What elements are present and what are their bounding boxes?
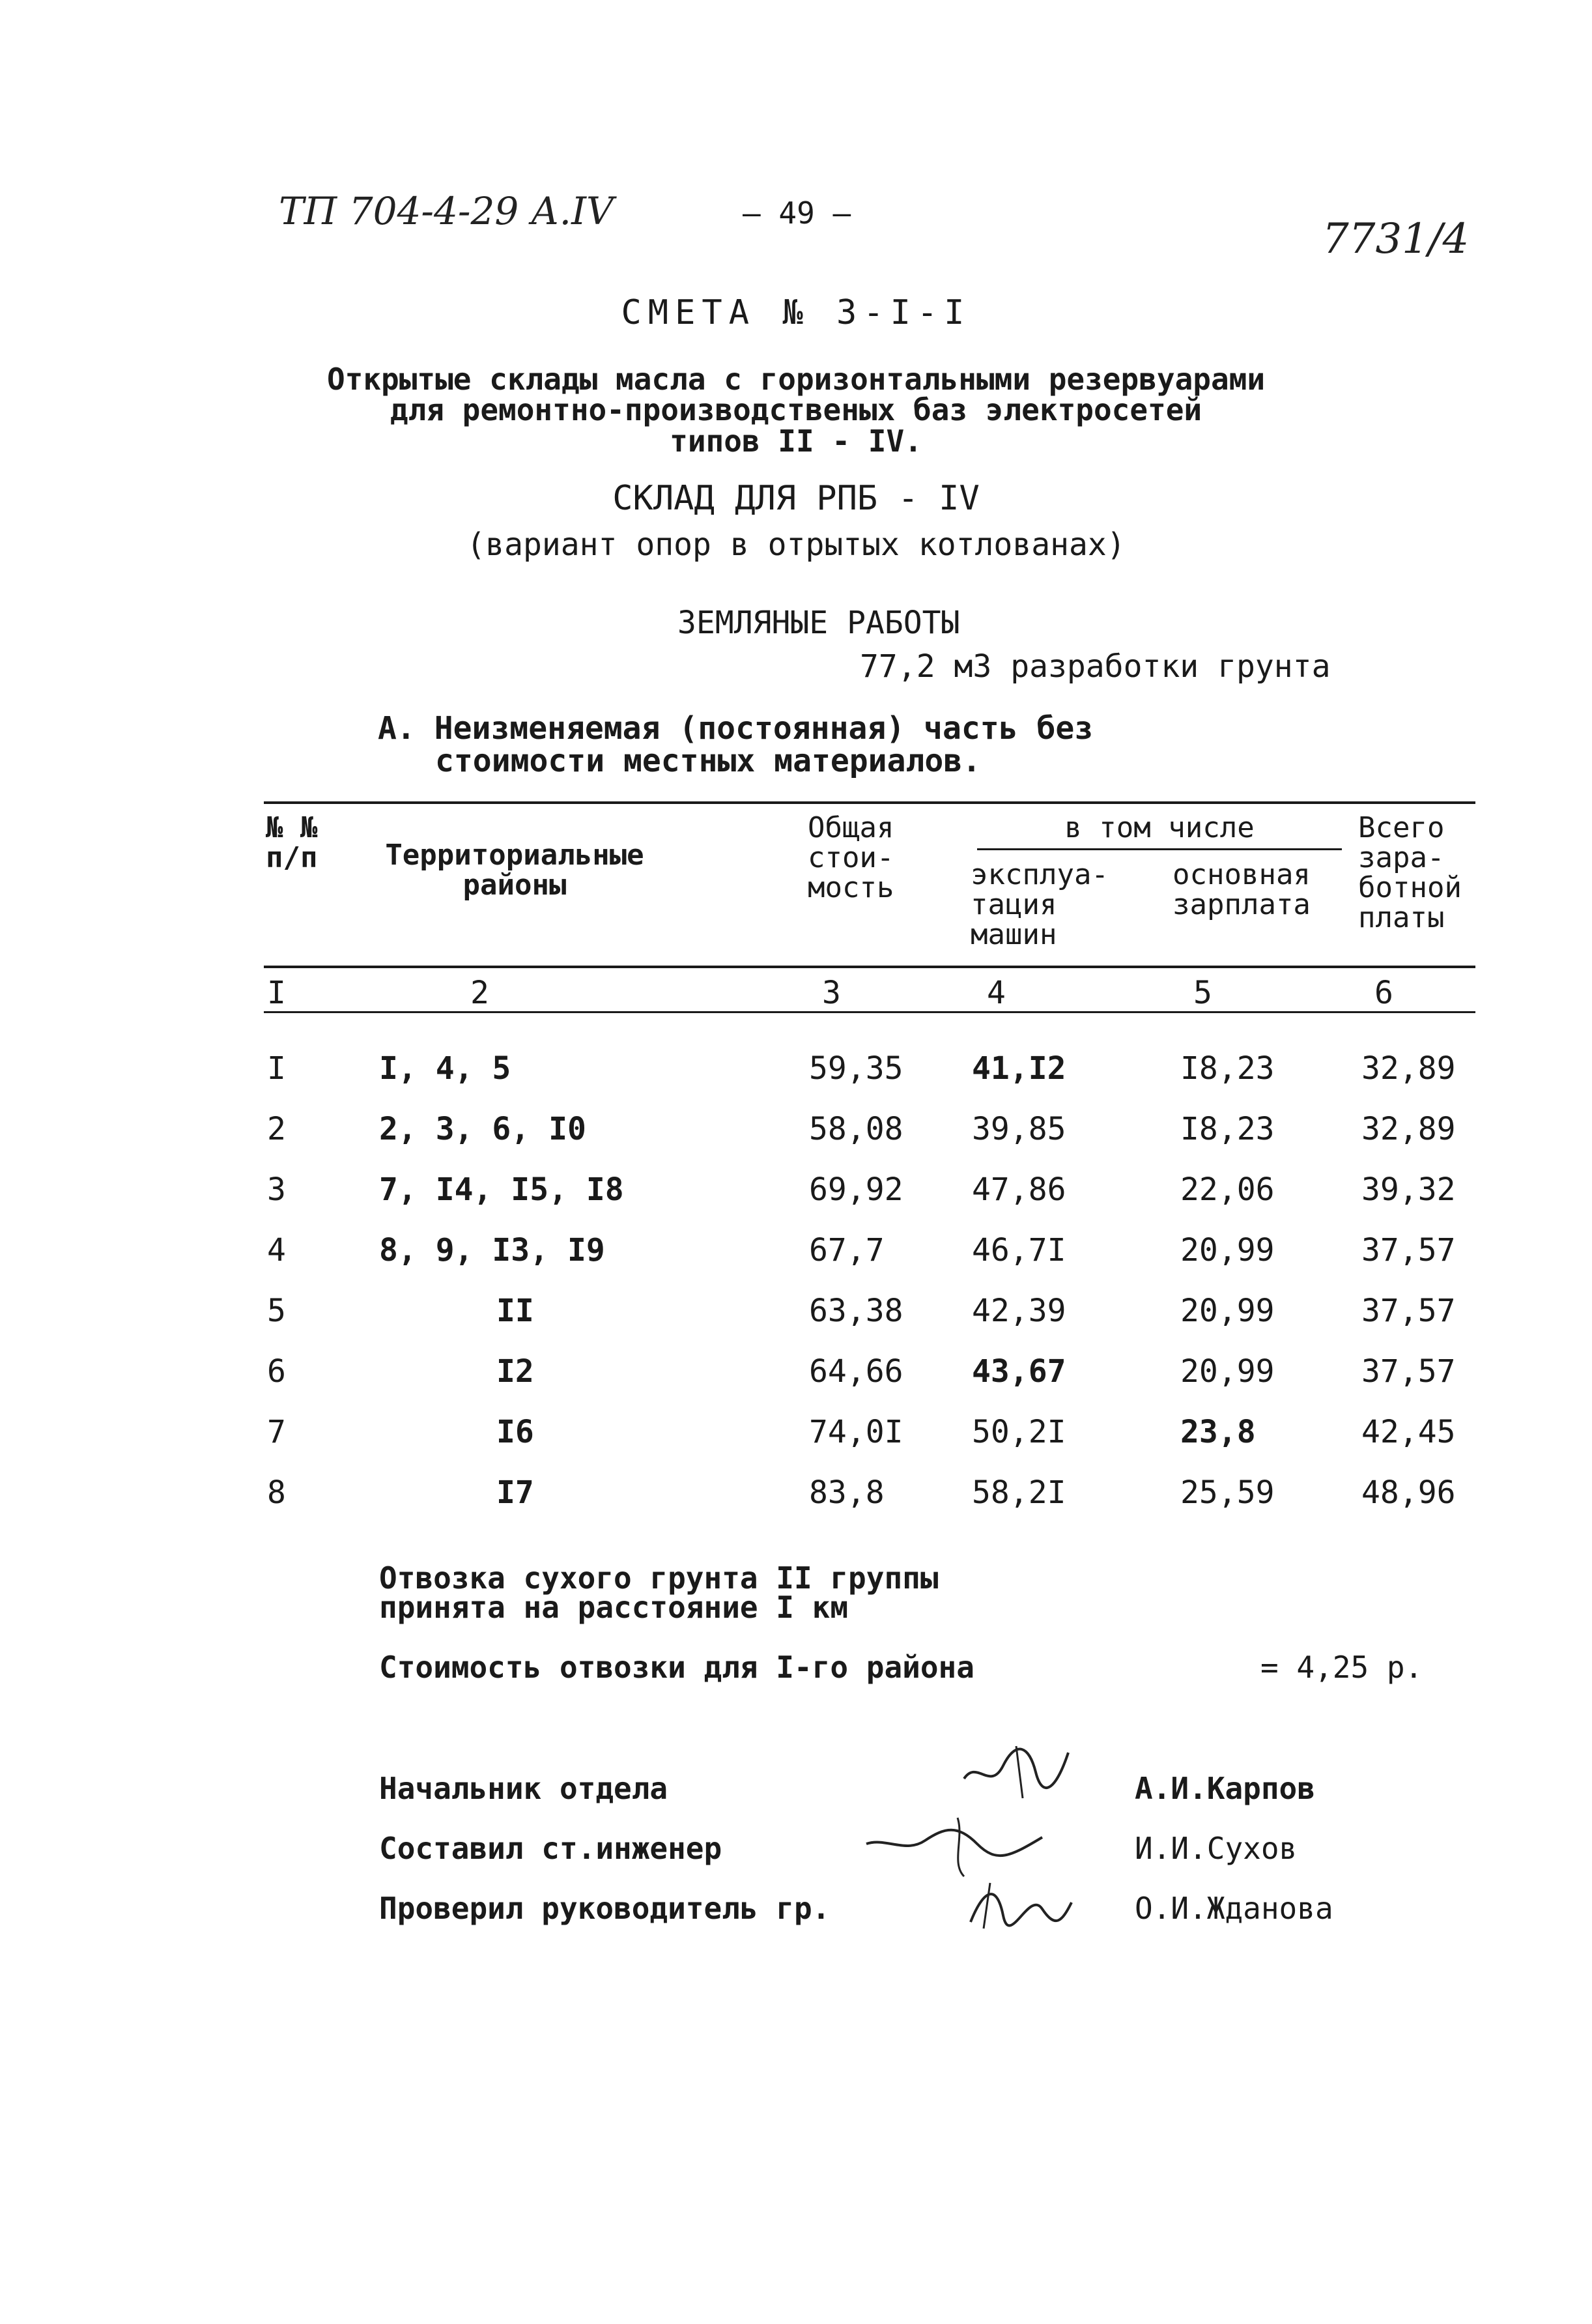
row-machines: 42,39 xyxy=(972,1293,1066,1329)
signature-role: Проверил руководитель гр. xyxy=(379,1891,831,1926)
including-underline xyxy=(977,848,1342,850)
signature-name: А.И.Карпов xyxy=(1135,1771,1315,1806)
handwritten-signature-1 xyxy=(958,1733,1075,1811)
row-regions: 2, 3, 6, I0 xyxy=(379,1111,586,1147)
handwritten-signature-3 xyxy=(964,1863,1075,1935)
row-total: 74,0I xyxy=(809,1414,903,1450)
row-total: 69,92 xyxy=(809,1171,903,1208)
row-wages: 48,96 xyxy=(1361,1474,1456,1511)
subtitle-line-2: для ремонтно-производственых баз электросетей xyxy=(390,392,1202,427)
header-total-wages: Всего зара- ботной платы xyxy=(1358,811,1462,934)
row-total: 64,66 xyxy=(809,1353,903,1390)
row-wages: 32,89 xyxy=(1361,1050,1456,1087)
row-wages: 39,32 xyxy=(1361,1171,1456,1208)
part-a-line-2: стоимости местных материалов. xyxy=(435,743,982,779)
row-regions: II xyxy=(496,1293,534,1329)
transport-cost-label: Стоимость отвозки для I-го района xyxy=(379,1650,974,1685)
subtitle-line-1: Открытые склады масла с горизонтальными резервуарами xyxy=(326,362,1266,397)
row-machines: 39,85 xyxy=(972,1111,1066,1147)
transport-line-2: принята на расстояние I км xyxy=(379,1590,849,1625)
row-total: 83,8 xyxy=(809,1474,885,1511)
signature-role: Начальник отдела xyxy=(379,1771,668,1806)
part-a-line-1: А. Неизменяемая (постоянная) часть без xyxy=(378,710,1094,747)
transport-cost-value: = 4,25 р. xyxy=(1260,1650,1423,1685)
page-number: — 49 — xyxy=(743,195,851,231)
row-total: 58,08 xyxy=(809,1111,903,1147)
row-machines: 58,2I xyxy=(972,1474,1066,1511)
row-salary: 20,99 xyxy=(1180,1232,1275,1269)
row-regions: I, 4, 5 xyxy=(379,1050,511,1087)
document-code: ТП 704-4-29 А.IV xyxy=(279,189,614,233)
row-regions: I7 xyxy=(496,1474,534,1511)
row-wages: 37,57 xyxy=(1361,1353,1456,1390)
variant-note: (вариант опор в отрытых котлованах) xyxy=(466,526,1126,563)
row-number: 6 xyxy=(267,1353,286,1390)
row-number: 4 xyxy=(267,1232,286,1269)
work-volume: 77,2 м3 разработки грунта xyxy=(860,648,1331,685)
row-regions: 8, 9, I3, I9 xyxy=(379,1232,605,1269)
colnum-5: 5 xyxy=(1193,975,1212,1011)
signature-role: Составил ст.инженер xyxy=(379,1831,722,1866)
row-number: 8 xyxy=(267,1474,286,1511)
colnum-6: 6 xyxy=(1374,975,1393,1011)
signature-name: О.И.Жданова xyxy=(1135,1891,1333,1926)
colnum-2: 2 xyxy=(470,975,489,1011)
signature-name: И.И.Сухов xyxy=(1135,1831,1298,1866)
row-wages: 37,57 xyxy=(1361,1293,1456,1329)
row-salary: I8,23 xyxy=(1180,1050,1275,1087)
row-salary: I8,23 xyxy=(1180,1111,1275,1147)
row-total: 63,38 xyxy=(809,1293,903,1329)
subtitle-line-3: типов II - IV. xyxy=(670,423,922,459)
row-salary: 25,59 xyxy=(1180,1474,1275,1511)
row-machines: 47,86 xyxy=(972,1171,1066,1208)
row-wages: 32,89 xyxy=(1361,1111,1456,1147)
colnum-4: 4 xyxy=(987,975,1006,1011)
estimate-title: СМЕТА № 3-I-I xyxy=(621,293,971,332)
row-salary: 20,99 xyxy=(1180,1353,1275,1390)
row-machines: 41,I2 xyxy=(972,1050,1066,1087)
row-machines: 46,7I xyxy=(972,1232,1066,1269)
header-salary: основная зарплата xyxy=(1173,858,1311,921)
header-machines: эксплуа- тация машин xyxy=(971,858,1109,951)
row-number: 7 xyxy=(267,1414,286,1450)
row-total: 59,35 xyxy=(809,1050,903,1087)
colnum-bottom-rule xyxy=(264,1011,1475,1013)
row-salary: 20,99 xyxy=(1180,1293,1275,1329)
row-regions: I2 xyxy=(496,1353,534,1390)
row-regions: I6 xyxy=(496,1414,534,1450)
section-title: ЗЕМЛЯНЫЕ РАБОТЫ xyxy=(677,605,960,641)
row-number: I xyxy=(267,1050,286,1087)
table-top-rule xyxy=(264,801,1475,804)
row-number: 5 xyxy=(267,1293,286,1329)
colnum-1: I xyxy=(267,975,286,1011)
header-num: № № п/п xyxy=(266,811,318,874)
header-bottom-rule xyxy=(264,966,1475,968)
row-number: 2 xyxy=(267,1111,286,1147)
row-machines: 50,2I xyxy=(972,1414,1066,1450)
header-total-cost: Общая стои- мость xyxy=(808,811,894,904)
header-regions: Территориальные районы xyxy=(385,839,644,902)
row-total: 67,7 xyxy=(809,1232,885,1269)
warehouse-title: СКЛАД ДЛЯ РПБ - IV xyxy=(612,479,980,518)
header-including: в том числе xyxy=(1064,811,1255,844)
row-wages: 42,45 xyxy=(1361,1414,1456,1450)
row-number: 3 xyxy=(267,1171,286,1208)
archive-number: 7731/4 xyxy=(1322,215,1470,263)
row-machines: 43,67 xyxy=(972,1353,1066,1390)
row-salary: 23,8 xyxy=(1180,1414,1256,1450)
row-salary: 22,06 xyxy=(1180,1171,1275,1208)
row-regions: 7, I4, I5, I8 xyxy=(379,1171,624,1208)
row-wages: 37,57 xyxy=(1361,1232,1456,1269)
colnum-3: 3 xyxy=(822,975,841,1011)
transport-line-1: Отвозка сухого грунта II группы xyxy=(379,1560,939,1596)
